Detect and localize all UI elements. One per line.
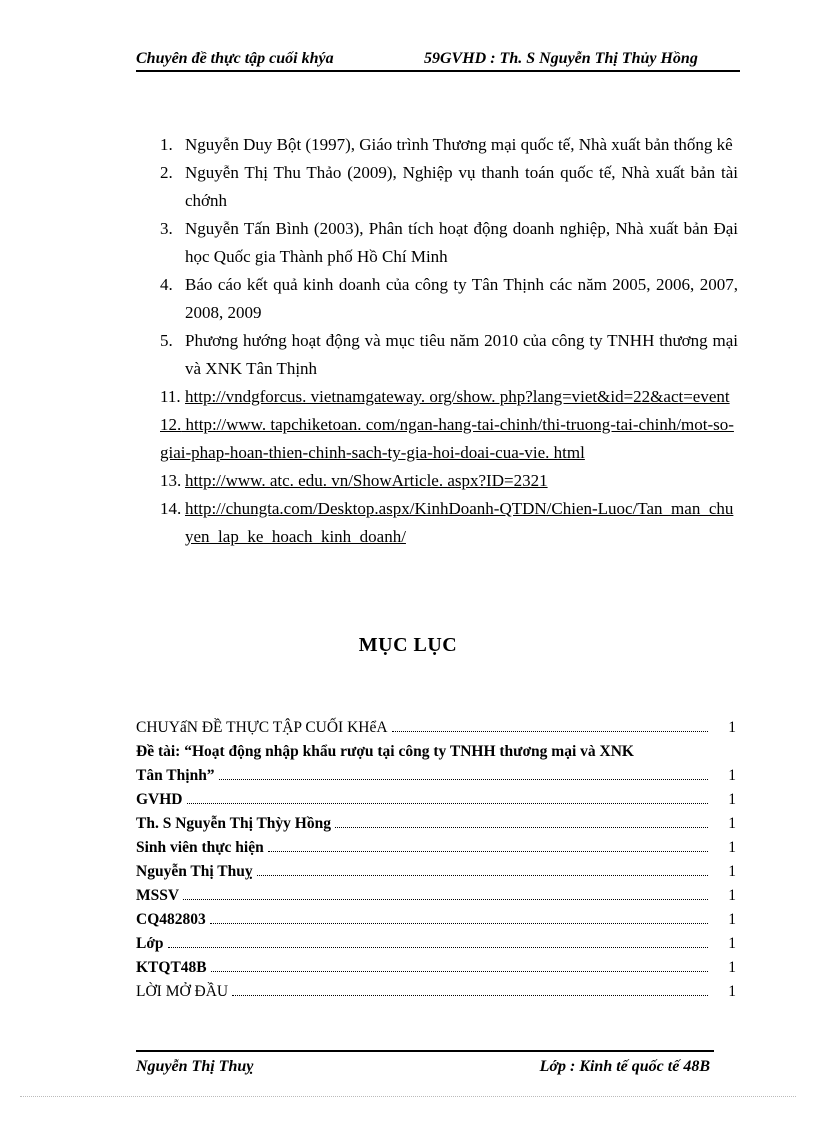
dot-leader	[392, 731, 708, 732]
toc-entry[interactable]	[136, 860, 736, 884]
toc-entry[interactable]	[136, 956, 736, 980]
dot-leader	[219, 779, 708, 780]
toc-entry-label: CHUYấN ĐỀ THỰC TẬP CUỐI KHểA	[136, 719, 388, 736]
reference-item	[160, 271, 738, 327]
toc-entry-line[interactable]: Đề tài: “Hoạt động nhập khẩu rượu tại công ty TNHH thương mại và XNK	[136, 743, 634, 760]
toc-entry-page: 1	[728, 767, 736, 784]
toc-entry-label: Lớp	[136, 935, 164, 952]
reference-number: 5.	[160, 331, 173, 350]
dot-leader	[168, 947, 708, 948]
reference-number: 3.	[160, 219, 173, 238]
reference-text: Báo cáo kết quả kinh doanh của công ty Tân Thịnh các năm 2005, 2006, 2007, 2008, 2009	[185, 275, 738, 322]
toc-entry-page: 1	[728, 911, 736, 928]
toc-entry-label: CQ482803	[136, 911, 206, 928]
dot-leader	[187, 803, 709, 804]
reference-item	[160, 327, 738, 383]
toc-entry-page: 1	[728, 887, 736, 904]
header-title: Chuyên đề thực tập cuối khýa	[136, 50, 334, 67]
reference-link[interactable]: http://www. atc. edu. vn/ShowArticle. aspx?ID=2321	[185, 471, 548, 490]
toc-entry-page: 1	[728, 719, 736, 736]
toc-entry-page: 1	[728, 959, 736, 976]
toc-entry-page: 1	[728, 815, 736, 832]
toc-entry-label: MSSV	[136, 887, 180, 904]
reference-text: Nguyễn Tấn Bình (2003), Phân tích hoạt động doanh nghiệp, Nhà xuất bản Đại học Quốc gia Thành phố Hồ Chí Minh	[185, 219, 738, 266]
toc-entry[interactable]	[136, 788, 736, 812]
footer-author: Nguyễn Thị Thuỵ	[136, 1058, 254, 1075]
toc-entry-page: 1	[728, 935, 736, 952]
header-advisor: 59GVHD : Th. S Nguyễn Thị Thủy Hồng	[424, 50, 698, 67]
reference-number: 1.	[160, 135, 173, 154]
dot-leader	[335, 827, 708, 828]
reference-number: 2.	[160, 163, 173, 182]
reference-link[interactable]: http://www. tapchiketoan. com/ngan-hang-tai-chinh/thi-truong-tai-chinh/mot-so-giai-phap-hoan-thien-chinh-sach-ty-gia-hoi-doai-cua-vie. html	[160, 415, 734, 462]
reference-text: Nguyễn Duy Bột (1997), Giáo trình Thương mại quốc tế, Nhà xuất bản thống kê	[185, 135, 733, 154]
reference-item	[160, 495, 738, 551]
reference-number: 13.	[160, 471, 182, 490]
toc-entry-page: 1	[728, 791, 736, 808]
dot-leader	[268, 851, 708, 852]
reference-number: 12.	[160, 415, 182, 434]
reference-item	[160, 159, 738, 215]
reference-link[interactable]: http://chungta.com/Desktop.aspx/KinhDoanh-QTDN/Chien-Luoc/Tan_man_chuyen_lap_ke_hoach_kinh_doanh/	[185, 499, 734, 546]
toc-entry-label: Sinh viên thực hiện	[136, 839, 264, 856]
reference-item	[160, 383, 738, 411]
reference-item	[160, 215, 738, 271]
reference-item	[160, 411, 738, 467]
toc-entry-label: Nguyễn Thị Thuỵ	[136, 863, 253, 880]
reference-list	[160, 131, 738, 551]
toc-entry[interactable]	[136, 836, 736, 860]
toc-title: MỤC LỤC	[358, 634, 458, 656]
toc-entry-page: 1	[728, 839, 736, 856]
reference-text: Nguyễn Thị Thu Thảo (2009), Nghiệp vụ thanh toán quốc tế, Nhà xuất bản tài chớnh	[185, 163, 738, 210]
reference-number: 11.	[160, 387, 181, 406]
reference-number: 14.	[160, 499, 182, 518]
toc-entry-page: 1	[728, 983, 736, 1000]
dot-leader	[232, 995, 708, 996]
dot-leader	[183, 899, 708, 900]
toc-entry-page: 1	[728, 863, 736, 880]
toc-entry-label: Tân Thịnh”	[136, 767, 215, 784]
toc-entry-label: LỜI MỞ ĐẦU	[136, 983, 229, 1000]
page-edge-divider	[20, 1096, 796, 1097]
footer-class: Lớp : Kinh tế quốc tế 48B	[539, 1058, 710, 1075]
dot-leader	[211, 971, 708, 972]
toc-entry[interactable]	[136, 716, 736, 740]
reference-number: 4.	[160, 275, 173, 294]
table-of-contents	[136, 716, 736, 1004]
reference-link[interactable]: http://vndgforcus. vietnamgateway. org/show. php?lang=viet&id=22&act=event	[185, 387, 730, 406]
toc-entry[interactable]	[136, 980, 736, 1004]
toc-entry-label: KTQT48B	[136, 959, 207, 976]
toc-entry[interactable]	[136, 932, 736, 956]
dot-leader	[210, 923, 708, 924]
reference-item	[160, 131, 738, 159]
toc-entry[interactable]	[136, 764, 736, 788]
toc-entry-label: Th. S Nguyễn Thị Thỳy Hồng	[136, 815, 331, 832]
toc-entry-label: GVHD	[136, 791, 183, 808]
toc-entry[interactable]	[136, 812, 736, 836]
page-footer	[136, 1050, 714, 1078]
reference-text: Phương hướng hoạt động và mục tiêu năm 2010 của công ty TNHH thương mại và XNK Tân Thịnh	[185, 331, 738, 378]
reference-item	[160, 467, 738, 495]
toc-entry[interactable]	[136, 908, 736, 932]
dot-leader	[257, 875, 708, 876]
page-header	[136, 48, 740, 72]
toc-entry[interactable]	[136, 884, 736, 908]
